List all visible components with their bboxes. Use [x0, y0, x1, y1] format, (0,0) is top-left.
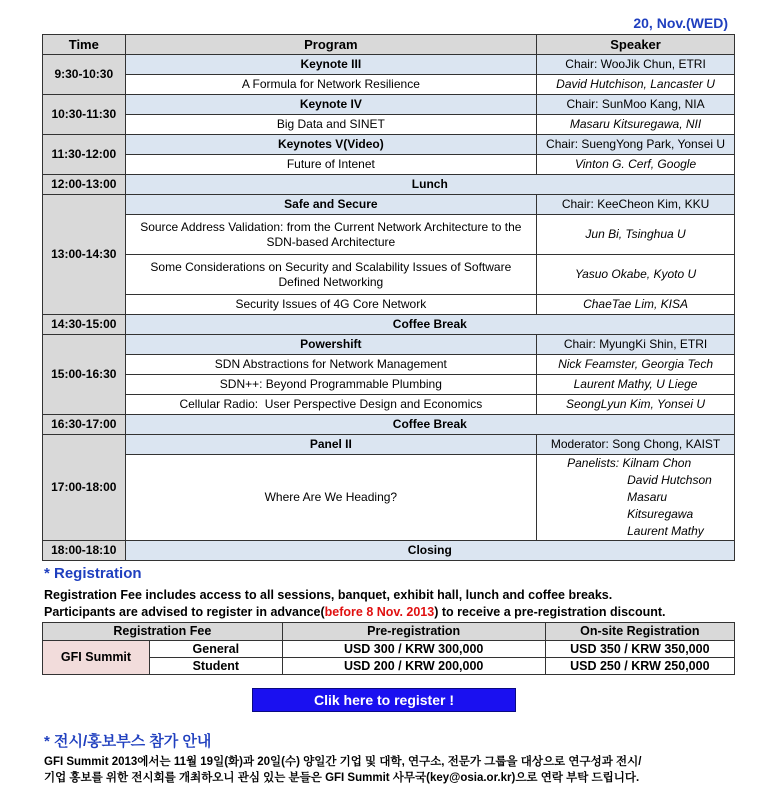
session-row: [43, 195, 735, 215]
booth-line-1: GFI Summit 2013에서는 11월 19일(화)과 20일(수) 양일간 기업 및 대학, 연구소, 전문가 그룹을 대상으로 연구성과 전시/: [44, 756, 642, 768]
closing-time: 18:00-18:10: [43, 541, 126, 561]
talk-row: [43, 375, 735, 395]
registration-line-2: [44, 604, 666, 621]
schedule-header-row: [43, 35, 735, 55]
session-row: [43, 135, 735, 155]
schedule-table: [42, 34, 735, 561]
session-time: 15:00-16:30: [43, 335, 126, 415]
talk-title: Big Data and SINET: [125, 115, 537, 135]
talk-speaker: Masaru Kitsuregawa, NII: [537, 115, 735, 135]
session-time: 17:00-18:00: [43, 435, 126, 541]
session-time: 9:30-10:30: [43, 55, 126, 95]
talk-title-text: Some Considerations on Security and Scalability Issues of Software Defined Networking: [150, 259, 512, 289]
program-header: Program: [125, 35, 537, 55]
closing-row: [43, 541, 735, 561]
booth-description: [44, 754, 744, 786]
session-title: Keynotes V(Video): [125, 135, 537, 155]
registration-title: * Registration: [44, 565, 142, 582]
fee-group-label: GFI Summit: [43, 641, 150, 675]
speaker-header: Speaker: [537, 35, 735, 55]
talk-title: SDN Abstractions for Network Management: [125, 355, 537, 375]
session-title: Powershift: [125, 335, 537, 355]
talk-row: [43, 215, 735, 255]
talk-speaker: Yasuo Okabe, Kyoto U: [537, 255, 735, 295]
talk-title: Future of Intenet: [125, 155, 537, 175]
fee-onsite: USD 350 / KRW 350,000: [545, 641, 734, 658]
session-title: Panel II: [125, 435, 537, 455]
talk-speaker: Vinton G. Cerf, Google: [537, 155, 735, 175]
break-time: 16:30-17:00: [43, 415, 126, 435]
panelists-cell: [537, 455, 735, 541]
booth-title: * 전시/홍보부스 참가 안내: [44, 733, 212, 750]
talk-speaker: Laurent Mathy, U Liege: [537, 375, 735, 395]
fee-type: General: [150, 641, 283, 658]
fee-header-row: [43, 623, 735, 641]
talk-row: [43, 395, 735, 415]
panelist-name: David Hutchson: [627, 473, 712, 487]
registration-line-2-pre: Participants are advised to register in advance(: [44, 605, 325, 619]
session-title: Keynote III: [125, 55, 537, 75]
session-time: 10:30-11:30: [43, 95, 126, 135]
lunch-row: [43, 175, 735, 195]
session-time: 13:00-14:30: [43, 195, 126, 315]
talk-title-text: Source Address Validation: from the Current Network Architecture to the SDN-based Architecture: [140, 219, 522, 249]
coffee-break-row: [43, 315, 735, 335]
break-label: Coffee Break: [125, 315, 734, 335]
closing-label: Closing: [125, 541, 734, 561]
registration-deadline: before 8 Nov. 2013: [324, 605, 435, 619]
talk-speaker: SeongLyun Kim, Yonsei U: [537, 395, 735, 415]
registration-line-2-post: ) to receive a pre-registration discount.: [434, 605, 666, 619]
lunch-label: Lunch: [125, 175, 734, 195]
panel-row: [43, 455, 735, 541]
talk-speaker: Nick Feamster, Georgia Tech: [537, 355, 735, 375]
fee-table: [42, 622, 735, 675]
booth-line-2: 기업 홍보를 위한 전시회를 개최하오니 관심 있는 분들은 GFI Summit 사무국(key@osia.or.kr)으로 연락 부탁 드립니다.: [44, 772, 640, 784]
session-chair: Chair: KeeCheon Kim, KKU: [537, 195, 735, 215]
talk-title: [125, 255, 537, 295]
session-title: Safe and Secure: [125, 195, 537, 215]
onsite-registration-header: On-site Registration: [545, 623, 734, 641]
fee-type: Student: [150, 658, 283, 675]
talk-title: Security Issues of 4G Core Network: [125, 295, 537, 315]
coffee-break-row: [43, 415, 735, 435]
talk-row: [43, 75, 735, 95]
session-row: [43, 435, 735, 455]
schedule-date: 20, Nov.(WED): [633, 15, 728, 31]
registration-description: [44, 587, 666, 621]
session-title: Keynote IV: [125, 95, 537, 115]
talk-title: Cellular Radio: User Perspective Design and Economics: [125, 395, 537, 415]
register-button[interactable]: Clik here to register !: [252, 688, 516, 712]
talk-title: A Formula for Network Resilience: [125, 75, 537, 95]
fee-row: [43, 641, 735, 658]
session-chair: Chair: WooJik Chun, ETRI: [537, 55, 735, 75]
talk-speaker: ChaeTae Lim, KISA: [537, 295, 735, 315]
panelists-label: Panelists: Kilnam Chon: [567, 456, 692, 470]
panelist-name: Masaru Kitsuregawa: [627, 490, 694, 521]
registration-line-1: Registration Fee includes access to all sessions, banquet, exhibit hall, lunch and coffee breaks.: [44, 588, 613, 602]
talk-row: [43, 155, 735, 175]
session-time: 11:30-12:00: [43, 135, 126, 175]
lunch-time: 12:00-13:00: [43, 175, 126, 195]
talk-title: [125, 215, 537, 255]
break-time: 14:30-15:00: [43, 315, 126, 335]
session-chair: Chair: SuengYong Park, Yonsei U: [537, 135, 735, 155]
panelist-name: Laurent Mathy: [627, 524, 704, 538]
session-moderator: Moderator: Song Chong, KAIST: [537, 435, 735, 455]
talk-row: [43, 255, 735, 295]
break-label: Coffee Break: [125, 415, 734, 435]
pre-registration-header: Pre-registration: [282, 623, 545, 641]
talk-speaker: David Hutchison, Lancaster U: [537, 75, 735, 95]
session-row: [43, 55, 735, 75]
session-row: [43, 95, 735, 115]
session-row: [43, 335, 735, 355]
talk-title: SDN++: Beyond Programmable Plumbing: [125, 375, 537, 395]
session-chair: Chair: MyungKi Shin, ETRI: [537, 335, 735, 355]
fee-onsite: USD 250 / KRW 250,000: [545, 658, 734, 675]
fee-header: Registration Fee: [43, 623, 283, 641]
talk-row: [43, 355, 735, 375]
talk-row: [43, 115, 735, 135]
talk-row: [43, 295, 735, 315]
panel-question: Where Are We Heading?: [125, 455, 537, 541]
fee-pre: USD 200 / KRW 200,000: [282, 658, 545, 675]
time-header: Time: [43, 35, 126, 55]
fee-pre: USD 300 / KRW 300,000: [282, 641, 545, 658]
session-chair: Chair: SunMoo Kang, NIA: [537, 95, 735, 115]
talk-speaker: Jun Bi, Tsinghua U: [537, 215, 735, 255]
